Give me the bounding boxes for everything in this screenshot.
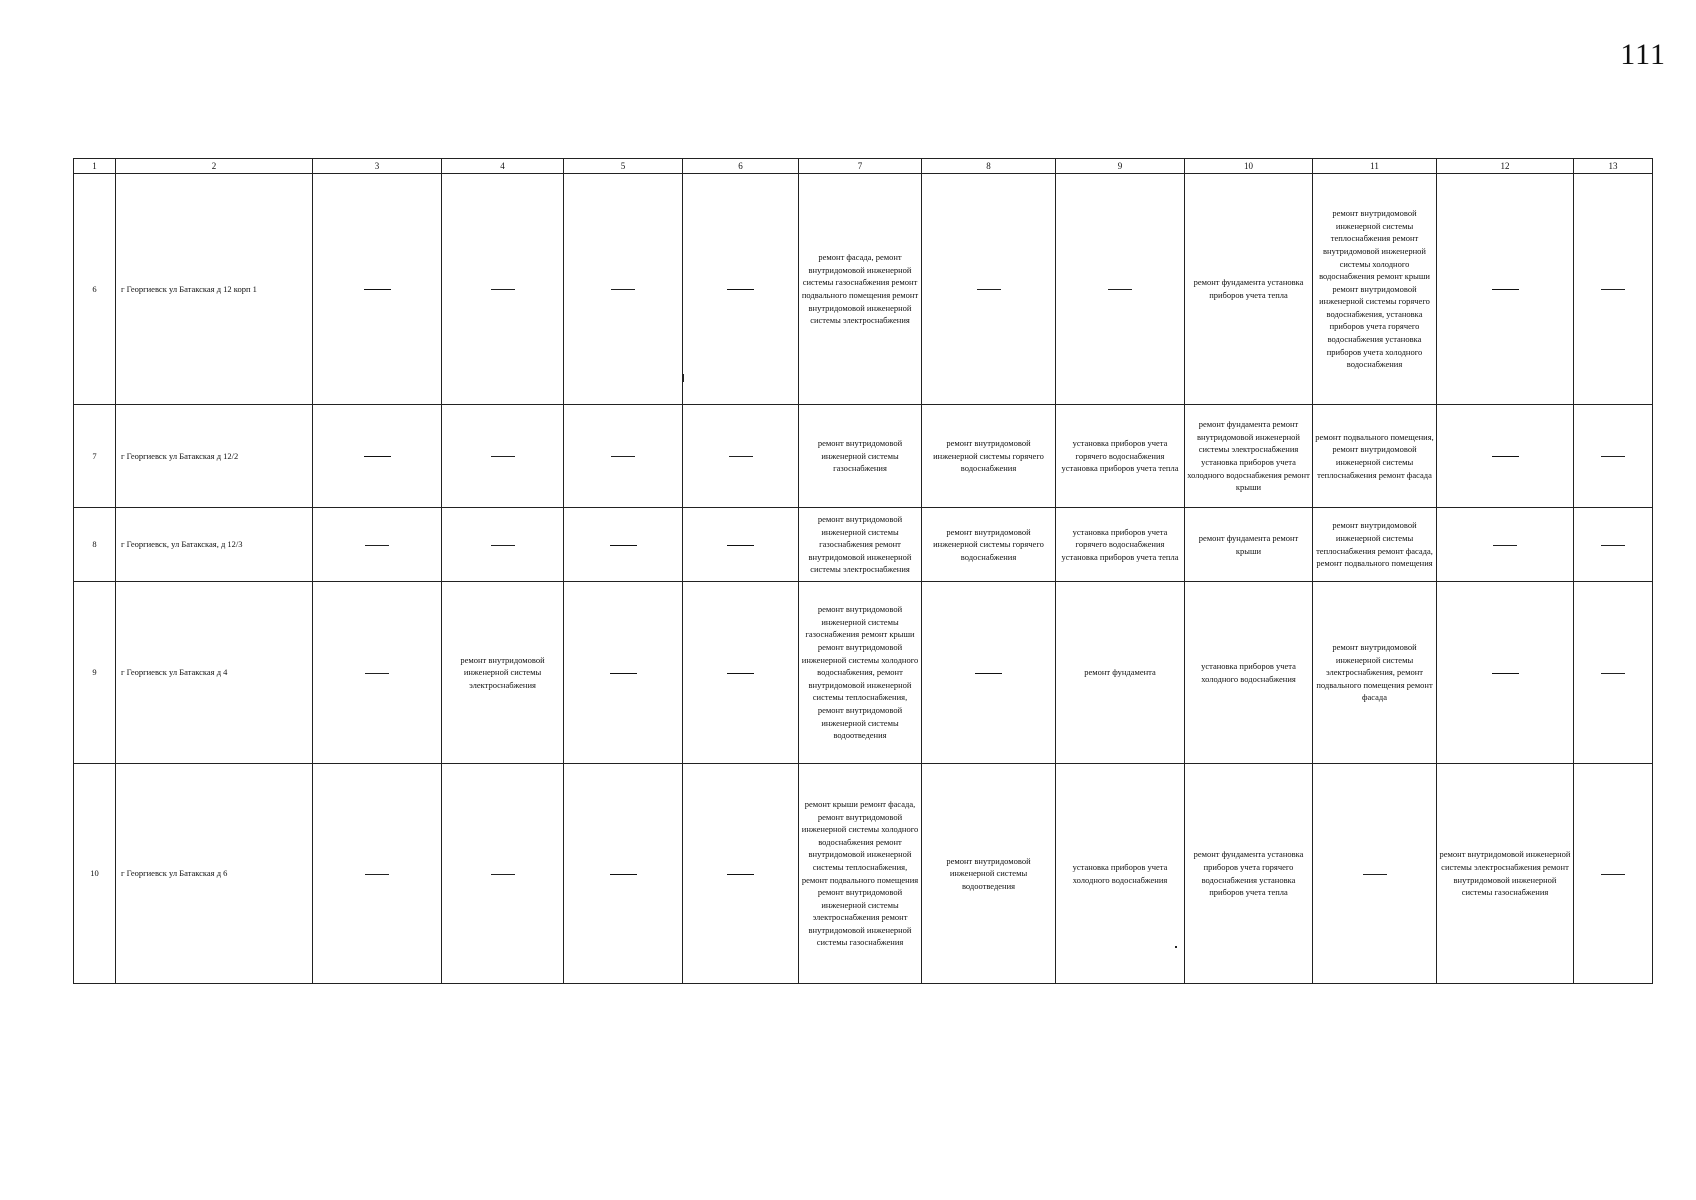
empty-dash: [1363, 874, 1387, 875]
work-cell: [313, 508, 442, 582]
empty-dash: [610, 874, 637, 875]
empty-dash: [1492, 289, 1519, 290]
column-header: 9: [1056, 159, 1185, 174]
empty-dash: [364, 456, 391, 457]
empty-dash: [365, 874, 389, 875]
work-cell: ремонт фундамента установка приборов учета горячего водоснабжения установка приборов учета тепла: [1185, 764, 1313, 984]
work-cell: [313, 582, 442, 764]
work-cell: ремонт внутридомовой инженерной системы горячего водоснабжения: [922, 405, 1056, 508]
column-header: 1: [74, 159, 116, 174]
row-number: 7: [74, 405, 116, 508]
row-number: 6: [74, 174, 116, 405]
empty-dash: [365, 673, 389, 674]
empty-dash: [365, 545, 389, 546]
work-cell: ремонт внутридомовой инженерной системы газоснабжения: [799, 405, 922, 508]
empty-dash: [1601, 456, 1625, 457]
work-cell: [564, 405, 683, 508]
empty-dash: [1601, 545, 1625, 546]
work-cell: [1437, 405, 1574, 508]
address-cell: г Георгиевск, ул Батакская, д 12/3: [116, 508, 313, 582]
work-cell: [1574, 508, 1653, 582]
work-cell: [564, 582, 683, 764]
column-header: 8: [922, 159, 1056, 174]
work-cell: ремонт крыши ремонт фасада, ремонт внутридомовой инженерной системы холодного водоснабжения ремонт внутридомовой инженерной системы теплоснабжения, ремонт подвального помещения ремонт внутридомовой инженерной системы электроснабжения ремонт внутридомовой инженерной системы газоснабжения: [799, 764, 922, 984]
empty-dash: [611, 456, 635, 457]
column-header: 11: [1313, 159, 1437, 174]
table-row: [74, 405, 1653, 508]
work-cell: ремонт фундамента установка приборов учета тепла: [1185, 174, 1313, 405]
work-cell: ремонт внутридомовой инженерной системы газоснабжения ремонт крыши ремонт внутридомовой инженерной системы холодного водоснабжения, ремонт внутридомовой инженерной системы теплоснабжения, ремонт внутридомовой инженерной системы водоотведения: [799, 582, 922, 764]
empty-dash: [610, 673, 637, 674]
work-cell: ремонт внутридомовой инженерной системы горячего водоснабжения: [922, 508, 1056, 582]
work-cell: [1437, 582, 1574, 764]
column-header: 7: [799, 159, 922, 174]
work-cell: [313, 174, 442, 405]
work-cell: [683, 405, 799, 508]
table-row: [74, 508, 1653, 582]
work-cell: ремонт внутридомовой инженерной системы водоотведения: [922, 764, 1056, 984]
work-cell: [1574, 582, 1653, 764]
empty-dash: [729, 456, 753, 457]
empty-dash: [491, 289, 515, 290]
scan-speck: [683, 374, 684, 382]
work-cell: [922, 582, 1056, 764]
work-cell: [1574, 764, 1653, 984]
work-cell: [1437, 508, 1574, 582]
column-header: 13: [1574, 159, 1653, 174]
work-cell: [683, 174, 799, 405]
table-body: [74, 174, 1653, 984]
empty-dash: [727, 545, 754, 546]
empty-dash: [977, 289, 1001, 290]
address-cell: г Георгиевск ул Батакская д 12 корп 1: [116, 174, 313, 405]
empty-dash: [727, 289, 754, 290]
empty-dash: [975, 673, 1002, 674]
work-cell: установка приборов учета горячего водоснабжения установка приборов учета тепла: [1056, 508, 1185, 582]
column-header: 6: [683, 159, 799, 174]
work-cell: ремонт внутридомовой инженерной системы электроснабжения: [442, 582, 564, 764]
work-cell: ремонт фундамента ремонт крыши: [1185, 508, 1313, 582]
column-header: 5: [564, 159, 683, 174]
work-cell: [313, 764, 442, 984]
work-cell: установка приборов учета горячего водоснабжения установка приборов учета тепла: [1056, 405, 1185, 508]
work-cell: [442, 174, 564, 405]
work-cell: установка приборов учета холодного водоснабжения: [1056, 764, 1185, 984]
table-header-row: [74, 159, 1653, 174]
empty-dash: [1493, 545, 1517, 546]
work-cell: ремонт внутридомовой инженерной системы электроснабжения ремонт внутридомовой инженерной системы газоснабжения: [1437, 764, 1574, 984]
column-header: 12: [1437, 159, 1574, 174]
page-number: 111: [1620, 38, 1666, 71]
work-cell: [1056, 174, 1185, 405]
row-number: 9: [74, 582, 116, 764]
empty-dash: [1601, 673, 1625, 674]
work-cell: [564, 508, 683, 582]
work-cell: [1574, 174, 1653, 405]
work-cell: ремонт внутридомовой инженерной системы газоснабжения ремонт внутридомовой инженерной системы электроснабжения: [799, 508, 922, 582]
column-header: 10: [1185, 159, 1313, 174]
column-header: 3: [313, 159, 442, 174]
empty-dash: [1108, 289, 1132, 290]
column-header: 4: [442, 159, 564, 174]
table-row: [74, 582, 1653, 764]
work-cell: [683, 764, 799, 984]
address-cell: г Георгиевск ул Батакская д 12/2: [116, 405, 313, 508]
work-cell: [442, 764, 564, 984]
work-cell: ремонт фасада, ремонт внутридомовой инженерной системы газоснабжения ремонт подвального помещения ремонт внутридомовой инженерной системы электроснабжения: [799, 174, 922, 405]
empty-dash: [491, 545, 515, 546]
work-cell: [564, 764, 683, 984]
scan-speck: [1175, 946, 1177, 948]
empty-dash: [1492, 673, 1519, 674]
empty-dash: [491, 456, 515, 457]
empty-dash: [1601, 874, 1625, 875]
address-cell: г Георгиевск ул Батакская д 4: [116, 582, 313, 764]
work-cell: ремонт внутридомовой инженерной системы теплоснабжения ремонт внутридомовой инженерной системы холодного водоснабжения ремонт крыши ремонт внутридомовой инженерной системы горячего водоснабжения, установка приборов учета горячего водоснабжения установка приборов учета холодного водоснабжения: [1313, 174, 1437, 405]
work-cell: [564, 174, 683, 405]
repair-schedule-table: [73, 158, 1653, 984]
empty-dash: [610, 545, 637, 546]
work-cell: [442, 405, 564, 508]
work-cell: [442, 508, 564, 582]
work-cell: ремонт внутридомовой инженерной системы электроснабжения, ремонт подвального помещения ремонт фасада: [1313, 582, 1437, 764]
work-cell: ремонт внутридомовой инженерной системы теплоснабжения ремонт фасада, ремонт подвального помещения: [1313, 508, 1437, 582]
work-cell: ремонт фундамента ремонт внутридомовой инженерной системы электроснабжения установка приборов учета холодного водоснабжения ремонт крыши: [1185, 405, 1313, 508]
work-cell: [922, 174, 1056, 405]
work-cell: [683, 582, 799, 764]
work-cell: ремонт фундамента: [1056, 582, 1185, 764]
empty-dash: [364, 289, 391, 290]
work-cell: [1437, 174, 1574, 405]
empty-dash: [727, 874, 754, 875]
table-row: [74, 764, 1653, 984]
row-number: 10: [74, 764, 116, 984]
empty-dash: [1492, 456, 1519, 457]
empty-dash: [1601, 289, 1625, 290]
column-header: 2: [116, 159, 313, 174]
row-number: 8: [74, 508, 116, 582]
work-cell: [683, 508, 799, 582]
work-cell: [313, 405, 442, 508]
empty-dash: [491, 874, 515, 875]
work-cell: [1574, 405, 1653, 508]
work-cell: установка приборов учета холодного водоснабжения: [1185, 582, 1313, 764]
work-cell: [1313, 764, 1437, 984]
address-cell: г Георгиевск ул Батакская д 6: [116, 764, 313, 984]
work-cell: ремонт подвального помещения, ремонт внутридомовой инженерной системы теплоснабжения ремонт фасада: [1313, 405, 1437, 508]
empty-dash: [611, 289, 635, 290]
table-row: [74, 174, 1653, 405]
empty-dash: [727, 673, 754, 674]
